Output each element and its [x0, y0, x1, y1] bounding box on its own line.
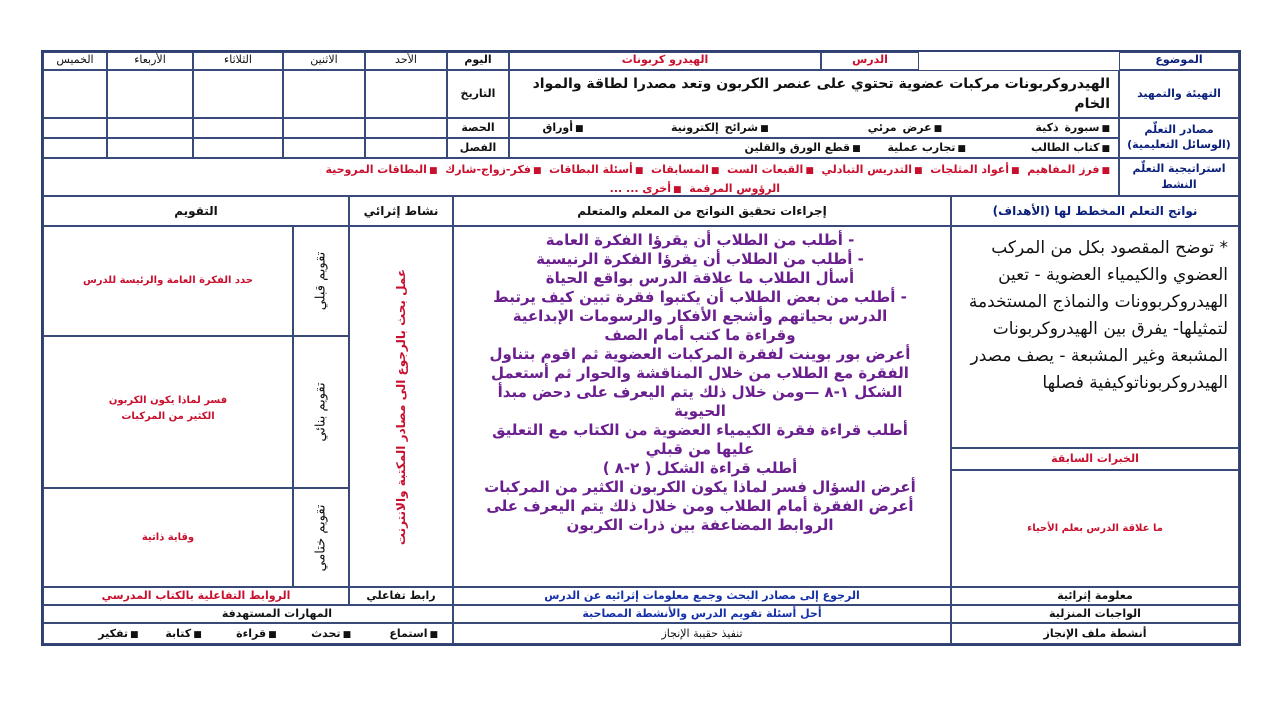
procedure-line: الدرس بحياتهم وأشجع الأفكار والرسومات الإبداعية	[512, 307, 888, 325]
date-label: التاريخ	[447, 70, 509, 118]
lesson-label: الدرس	[821, 52, 919, 70]
strategy-concept-sorting[interactable]: ■ فرز المفاهيم	[1027, 163, 1110, 176]
enrichment-activity-text: عمل بحث بالرجوع الى مصادر المكتبة والانترنت	[394, 268, 408, 545]
period-cell[interactable]	[283, 118, 365, 138]
resources-row-2	[509, 138, 1119, 158]
period-label: الحصة	[447, 118, 509, 138]
enrichment-header: نشاط إثرائي	[349, 196, 453, 226]
pre-evaluation-label-cell	[293, 226, 349, 336]
homework-label: الواجبات المنزلية	[951, 605, 1239, 623]
skill-reading[interactable]: ■ قراءة	[236, 627, 276, 640]
portfolio-label: أنشطة ملف الإنجاز	[951, 623, 1239, 644]
date-cell-monday[interactable]	[283, 70, 365, 118]
interactive-links-value[interactable]: الروابط التفاعلية بالكتاب المدرسي	[43, 587, 349, 605]
prior-knowledge-label: الخبرات السابقة	[951, 448, 1239, 470]
procedure-line: أسأل الطلاب ما علاقة الدرس بواقع الحياة	[545, 269, 855, 287]
procedure-line: - أطلب من الطلاب أن يقرؤا الفكرة الرنيسية	[536, 250, 864, 268]
strategies-label: استراتيجية التعلّم النشط	[1119, 158, 1239, 196]
resource-visual-display[interactable]: ■ عرض مرئي	[868, 121, 942, 134]
class-cell[interactable]	[365, 138, 447, 158]
formative-evaluation-label: تقويم بنائي	[313, 382, 329, 442]
class-cell[interactable]	[107, 138, 193, 158]
class-cell[interactable]	[283, 138, 365, 158]
evaluation-header: التقويم	[43, 196, 349, 226]
portfolio-value: تنفيذ حقيبة الإنجاز	[453, 623, 951, 644]
homework-value: أحل أسئلة تقويم الدرس والأنشطة المصاحبة	[453, 605, 951, 623]
period-cell[interactable]	[365, 118, 447, 138]
skills-label: المهارات المستهدفة	[43, 605, 453, 623]
procedure-line: - أطلب من بعض الطلاب أن يكتبوا فقرة تبين كيف يرتبط	[493, 288, 907, 306]
period-cell[interactable]	[193, 118, 283, 138]
strategy-think-pair-share[interactable]: ■ فكر-زواج-شارك	[445, 163, 541, 176]
class-cell[interactable]	[43, 138, 107, 158]
interactive-link-label: رابط تفاعلي	[349, 587, 453, 605]
pre-evaluation-text: حدد الفكرة العامة والرئيسة للدرس	[43, 226, 293, 336]
strategy-popsicle-sticks[interactable]: ■ أعواد المثلجات	[930, 163, 1019, 176]
final-evaluation-label: تقويم ختامي	[313, 503, 329, 572]
resource-smart-board[interactable]: ■ سبورة ذكية	[1035, 121, 1110, 134]
resource-paper-pens[interactable]: ■ قطع الورق والقلين	[745, 141, 861, 154]
day-monday: الاثنين	[283, 52, 365, 70]
outcomes-text: * توضح المقصود بكل من المركب العضوي والكيمياء العضوية - تعين الهيدروكربوونات والنماذج المستخدمة لتمثيلها- يفرق بين الهيدروكربونات المشبعة وغير المشبعة - يصف مصدر الهيدروكربوناتوكيفية فصلها	[951, 226, 1239, 448]
intro-label: التهيئة والتمهيد	[1119, 70, 1239, 118]
date-cell-sunday[interactable]	[365, 70, 447, 118]
enrichment-info-value: الرجوع إلى مصادر البحث وجمع معلومات إثرائيه عن الدرس	[453, 587, 951, 605]
skill-thinking[interactable]: ■ تفكير	[98, 627, 138, 640]
strategy-numbered-heads[interactable]: الرؤوس المرقمة	[689, 182, 780, 195]
resources-label: مصادر التعلّم (الوسائل التعليمية)	[1119, 118, 1239, 158]
intro-text: الهيدروكربونات مركبات عضوية تحتوي على عنصر الكربون وتعد مصدرا لطاقة والمواد الخام	[509, 70, 1119, 118]
prior-knowledge-text: ما علاقة الدرس بعلم الأحياء	[951, 470, 1239, 587]
procedure-line: - أطلب من الطلاب أن يقرؤا الفكرة العامة	[545, 231, 855, 249]
resources-row-1	[509, 118, 1119, 138]
final-evaluation-label-cell	[293, 488, 349, 587]
procedure-line: أطلب قراءة فقرة الكيمياء العضوية من الكتاب مع التعليق	[492, 421, 908, 439]
procedure-line: الروابط المضاعفة بين ذرات الكربون	[566, 516, 834, 534]
class-cell[interactable]	[193, 138, 283, 158]
strategies-line-2	[48, 180, 1110, 196]
enrichment-activity	[349, 226, 453, 587]
period-cell[interactable]	[107, 118, 193, 138]
formative-evaluation-label-cell	[293, 336, 349, 488]
skill-listening[interactable]: ■ استماع	[389, 627, 438, 640]
resource-slides[interactable]: ■ شرائح إلكترونية	[671, 121, 769, 134]
strategy-other[interactable]: ■ أخرى ... ...	[610, 182, 682, 195]
procedure-line: الفقرة مع الطلاب من خلال المناقشة والحوار ثم أستعمل	[491, 364, 909, 382]
period-cell[interactable]	[43, 118, 107, 138]
strategy-six-hats[interactable]: ■ القبعات الست	[727, 163, 814, 176]
strategies-line-1	[48, 161, 1110, 180]
resource-student-book[interactable]: ■ كتاب الطالب	[1031, 141, 1110, 154]
procedure-line: الحيوية	[674, 402, 726, 420]
resource-worksheets[interactable]: ■ أوراق	[542, 121, 1110, 138]
procedure-line: وقراءة ما كتب أمام الصف	[604, 326, 796, 344]
resource-experiments[interactable]: ■ تجارب عملية	[887, 141, 965, 154]
day-wednesday: الأربعاء	[107, 52, 193, 70]
class-label: الفصل	[447, 138, 509, 158]
procedure-line: عليها من قبلي	[645, 440, 755, 458]
day-tuesday: الثلاثاء	[193, 52, 283, 70]
procedure-line: أعرض السؤال فسر لماذا يكون الكربون الكثير من المركبات	[484, 478, 916, 496]
date-cell-thursday[interactable]	[43, 70, 107, 118]
day-label: اليوم	[447, 52, 509, 70]
day-sunday: الأحد	[365, 52, 447, 70]
strategy-competitions[interactable]: ■ المسابقات	[651, 163, 719, 176]
date-cell-tuesday[interactable]	[193, 70, 283, 118]
lesson-title: الهيدرو كربونات	[509, 52, 821, 70]
procedure-line: أطلب قراءة الشكل ( ٢-٨ )	[602, 459, 798, 477]
skill-speaking[interactable]: ■ تحدث	[311, 627, 351, 640]
procedure-line: أعرض الفقرة أمام الطلاب ومن خلال ذلك يتم اليعرف على	[486, 497, 914, 515]
final-evaluation-text: وقاية ذاتية	[43, 488, 293, 587]
pre-evaluation-label: تقويم قبلي	[313, 251, 329, 311]
date-cell-wednesday[interactable]	[107, 70, 193, 118]
procedure-line: أعرض بور بوينت لفقرة المركبات العضوية ثم اقوم بتناول	[489, 345, 911, 363]
skills-list	[43, 623, 453, 644]
procedures-header: إجراءات تحقيق النواتج من المعلم والمتعلم	[453, 196, 951, 226]
formative-evaluation-text: فسر لماذا يكون الكربون الكثير من المركبات	[43, 336, 293, 488]
strategy-reciprocal-teaching[interactable]: ■ التدريس التبادلي	[822, 163, 923, 176]
day-thursday: الخميس	[43, 52, 107, 70]
procedure-line: الشكل ١-٨ —ومن خلال ذلك يتم اليعرف على دحض مبدأ	[497, 383, 903, 401]
outcomes-header: نواتج التعلم المخطط لها (الأهداف)	[951, 196, 1239, 226]
strategy-card-questions[interactable]: ■ أسئلة البطاقات	[549, 163, 643, 176]
strategies-list	[43, 158, 1119, 196]
lesson-plan-sheet	[41, 50, 1241, 646]
enrichment-info-label: معلومة إثرائية	[951, 587, 1239, 605]
procedures-list	[453, 226, 951, 587]
strategy-fan-cards[interactable]: ■ البطاقات المروحية	[325, 163, 437, 176]
skill-writing[interactable]: ■ كتابة	[165, 627, 201, 640]
subject-label: الموضوع	[1119, 52, 1239, 70]
